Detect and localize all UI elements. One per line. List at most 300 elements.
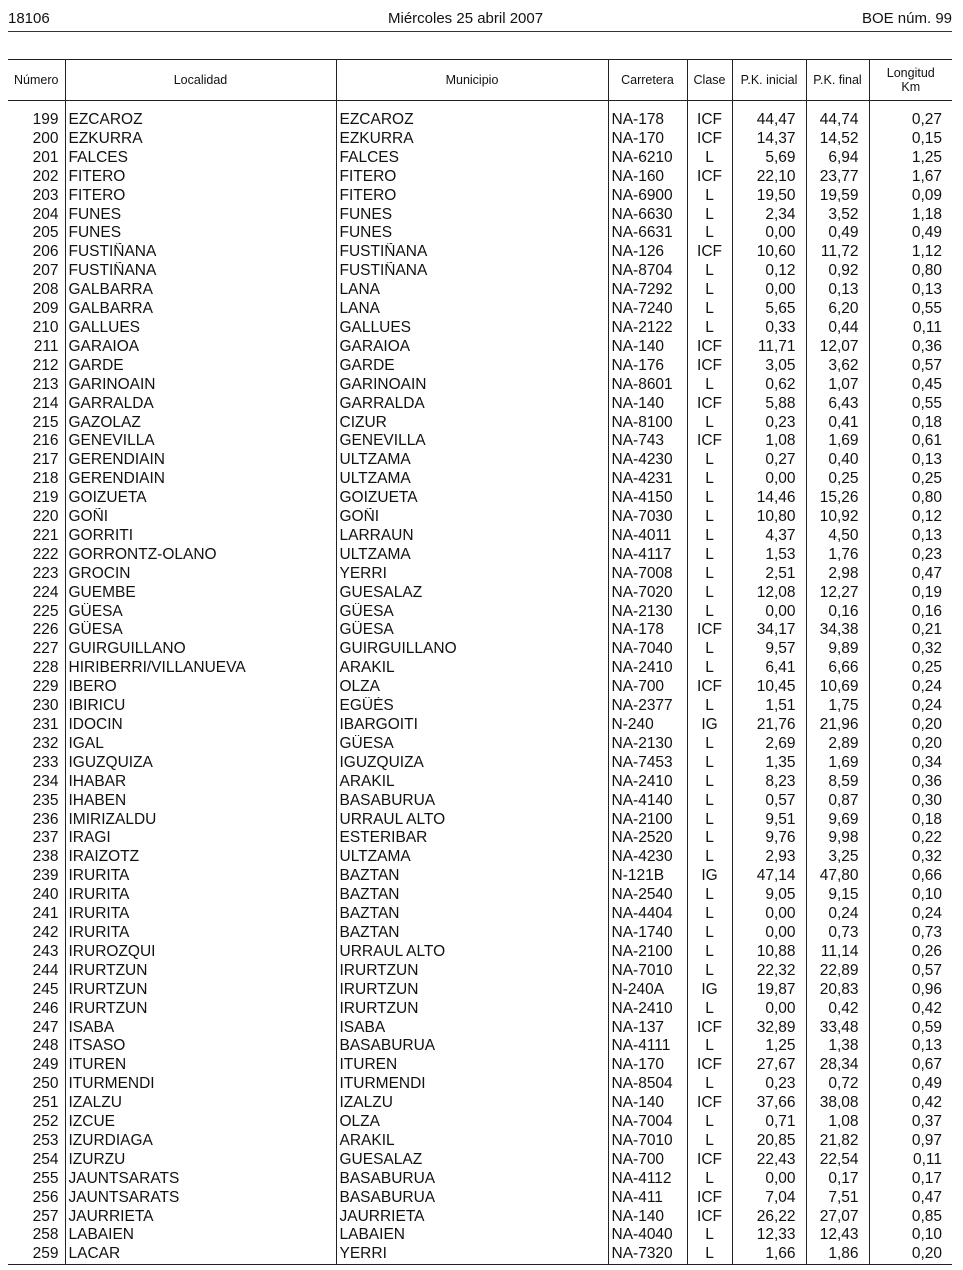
cell-pk-inicial: 2,93 <box>732 848 806 867</box>
table-row <box>8 659 952 678</box>
cell-pk-inicial: 0,00 <box>732 603 806 622</box>
cell-localidad: GOÑI <box>65 508 336 527</box>
cell-municipio: BAZTAN <box>336 886 608 905</box>
cell-pk-final: 0,40 <box>806 451 869 470</box>
cell-carretera: NA-2377 <box>608 697 687 716</box>
cell-clase: L <box>687 508 732 527</box>
table-row <box>8 1019 952 1038</box>
cell-clase: ICF <box>687 111 732 130</box>
cell-numero: 255 <box>32 1169 59 1187</box>
cell-pk-inicial: 10,80 <box>732 508 806 527</box>
cell-longitud: 0,24 <box>869 678 952 697</box>
cell-clase: L <box>687 1245 732 1264</box>
cell-localidad: IRAIZOTZ <box>65 848 336 867</box>
table-header-row <box>8 60 952 101</box>
page-number: 18106 <box>8 10 50 27</box>
cell-clase: L <box>687 376 732 395</box>
cell-carretera: NA-160 <box>608 168 687 187</box>
cell-numero: 249 <box>32 1056 59 1074</box>
cell-longitud: 0,23 <box>869 546 952 565</box>
cell-localidad: IRUROZQUI <box>65 943 336 962</box>
cell-pk-inicial: 1,53 <box>732 546 806 565</box>
cell-pk-inicial: 32,89 <box>732 1019 806 1038</box>
cell-clase: IG <box>687 867 732 886</box>
cell-pk-final: 6,43 <box>806 395 869 414</box>
cell-carretera: NA-4231 <box>608 470 687 489</box>
cell-clase: ICF <box>687 1189 732 1208</box>
cell-clase: L <box>687 414 732 433</box>
cell-longitud: 0,18 <box>869 811 952 830</box>
cell-numero: 210 <box>32 318 59 336</box>
cell-pk-final: 0,49 <box>806 224 869 243</box>
cell-numero: 209 <box>32 300 59 318</box>
cell-clase: L <box>687 811 732 830</box>
cell-longitud: 0,10 <box>869 886 952 905</box>
cell-longitud: 0,66 <box>869 867 952 886</box>
cell-clase: L <box>687 489 732 508</box>
cell-pk-inicial: 1,51 <box>732 697 806 716</box>
cell-pk-final: 1,76 <box>806 546 869 565</box>
cell-municipio: LANA <box>336 281 608 300</box>
cell-carretera: NA-4111 <box>608 1037 687 1056</box>
cell-pk-final: 10,69 <box>806 678 869 697</box>
cell-localidad: FITERO <box>65 168 336 187</box>
cell-localidad: GÜESA <box>65 621 336 640</box>
cell-municipio: BASABURUA <box>336 792 608 811</box>
cell-municipio: GÜESA <box>336 621 608 640</box>
table-row <box>8 1170 952 1189</box>
cell-longitud: 0,42 <box>869 1094 952 1113</box>
cell-localidad: GOIZUETA <box>65 489 336 508</box>
cell-pk-final: 33,48 <box>806 1019 869 1038</box>
table-row <box>8 338 952 357</box>
cell-pk-inicial: 9,51 <box>732 811 806 830</box>
cell-carretera: NA-8601 <box>608 376 687 395</box>
cell-carretera: NA-2130 <box>608 735 687 754</box>
cell-clase: L <box>687 187 732 206</box>
cell-pk-inicial: 37,66 <box>732 1094 806 1113</box>
cell-municipio: LANA <box>336 300 608 319</box>
cell-numero: 227 <box>32 640 59 658</box>
cell-numero: 211 <box>33 337 59 355</box>
cell-pk-inicial: 19,87 <box>732 981 806 1000</box>
table-row <box>8 470 952 489</box>
cell-pk-inicial: 1,35 <box>732 754 806 773</box>
cell-longitud: 0,13 <box>869 527 952 546</box>
cell-localidad: GALLUES <box>65 319 336 338</box>
cell-municipio: ESTERIBAR <box>336 829 608 848</box>
cell-pk-inicial: 21,76 <box>732 716 806 735</box>
table-row <box>8 319 952 338</box>
cell-clase: ICF <box>687 338 732 357</box>
cell-carretera: NA-2100 <box>608 811 687 830</box>
cell-pk-inicial: 1,66 <box>732 1245 806 1264</box>
cell-municipio: ARAKIL <box>336 1132 608 1151</box>
cell-localidad: HIRIBERRI/VILLANUEVA <box>65 659 336 678</box>
cell-carretera: NA-7020 <box>608 584 687 603</box>
cell-numero: 204 <box>32 205 59 223</box>
table-row <box>8 206 952 225</box>
cell-clase: ICF <box>687 1208 732 1227</box>
cell-localidad: IBIRICU <box>65 697 336 716</box>
cell-localidad: IRURITA <box>65 924 336 943</box>
cell-clase: ICF <box>687 130 732 149</box>
cell-longitud: 0,13 <box>869 1037 952 1056</box>
cell-numero: 231 <box>32 716 59 733</box>
cell-carretera: NA-7240 <box>608 300 687 319</box>
cell-municipio: OLZA <box>336 1113 608 1132</box>
cell-clase: L <box>687 792 732 811</box>
cell-numero: 223 <box>32 564 59 582</box>
cell-pk-inicial: 26,22 <box>732 1208 806 1227</box>
col-header-pk-final: P.K. final <box>806 60 869 101</box>
table-row <box>8 508 952 527</box>
cell-municipio: LARRAUN <box>336 527 608 546</box>
table-row <box>8 489 952 508</box>
table-row <box>8 735 952 754</box>
cell-municipio: GÜESA <box>336 603 608 622</box>
cell-pk-final: 9,89 <box>806 640 869 659</box>
cell-numero: 224 <box>32 583 59 601</box>
table-row <box>8 1075 952 1094</box>
cell-localidad: IZURDIAGA <box>65 1132 336 1151</box>
cell-localidad: FUSTIÑANA <box>65 243 336 262</box>
cell-numero: 254 <box>32 1150 59 1168</box>
table-row <box>8 1000 952 1019</box>
cell-longitud: 0,55 <box>869 395 952 414</box>
cell-pk-inicial: 0,00 <box>732 1170 806 1189</box>
cell-longitud: 0,73 <box>869 924 952 943</box>
cell-longitud: 0,47 <box>869 565 952 584</box>
cell-pk-final: 6,66 <box>806 659 869 678</box>
cell-carretera: NA-170 <box>608 130 687 149</box>
cell-municipio: ITUREN <box>336 1056 608 1075</box>
cell-localidad: GALBARRA <box>65 281 336 300</box>
cell-numero: 221 <box>32 526 59 544</box>
cell-pk-inicial: 5,69 <box>732 149 806 168</box>
table-row <box>8 603 952 622</box>
cell-pk-inicial: 4,37 <box>732 527 806 546</box>
cell-clase: L <box>687 1132 732 1151</box>
table-row <box>8 773 952 792</box>
cell-numero: 257 <box>32 1207 59 1225</box>
cell-municipio: ULTZAMA <box>336 470 608 489</box>
cell-longitud: 0,13 <box>869 451 952 470</box>
cell-longitud: 0,26 <box>869 943 952 962</box>
cell-municipio: URRAUL ALTO <box>336 943 608 962</box>
cell-pk-final: 4,50 <box>806 527 869 546</box>
cell-municipio: FUSTIÑANA <box>336 262 608 281</box>
cell-clase: L <box>687 1113 732 1132</box>
cell-municipio: FUNES <box>336 206 608 225</box>
cell-municipio: GENEVILLA <box>336 432 608 451</box>
cell-numero: 217 <box>32 451 59 469</box>
cell-localidad: GARRALDA <box>65 395 336 414</box>
cell-clase: ICF <box>687 1019 732 1038</box>
cell-municipio: GÜESA <box>336 735 608 754</box>
cell-pk-final: 0,24 <box>806 905 869 924</box>
cell-pk-inicial: 0,00 <box>732 1000 806 1019</box>
cell-carretera: NA-1740 <box>608 924 687 943</box>
cell-carretera: NA-7320 <box>608 1245 687 1264</box>
cell-numero: 199 <box>32 111 59 128</box>
cell-municipio: ULTZAMA <box>336 848 608 867</box>
cell-longitud: 1,18 <box>869 206 952 225</box>
table-row <box>8 1037 952 1056</box>
cell-longitud: 0,47 <box>869 1189 952 1208</box>
cell-numero: 234 <box>32 772 59 790</box>
cell-pk-final: 1,75 <box>806 697 869 716</box>
cell-carretera: NA-140 <box>608 1094 687 1113</box>
bulletin-number: BOE núm. 99 <box>861 10 952 27</box>
cell-clase: L <box>687 848 732 867</box>
cell-carretera: NA-2410 <box>608 1000 687 1019</box>
cell-pk-inicial: 0,00 <box>732 924 806 943</box>
cell-carretera: NA-178 <box>608 111 687 130</box>
cell-longitud: 0,80 <box>869 262 952 281</box>
cell-clase: IG <box>687 716 732 735</box>
cell-carretera: NA-4040 <box>608 1226 687 1245</box>
cell-numero: 250 <box>32 1075 59 1093</box>
cell-longitud: 0,80 <box>869 489 952 508</box>
cell-pk-inicial: 34,17 <box>732 621 806 640</box>
cell-carretera: NA-4140 <box>608 792 687 811</box>
cell-pk-inicial: 47,14 <box>732 867 806 886</box>
cell-pk-inicial: 22,43 <box>732 1151 806 1170</box>
cell-localidad: LACAR <box>65 1245 336 1264</box>
cell-pk-inicial: 11,71 <box>732 338 806 357</box>
cell-pk-inicial: 5,65 <box>732 300 806 319</box>
cell-clase: ICF <box>687 1094 732 1113</box>
table-row <box>8 981 952 1000</box>
cell-carretera: NA-8704 <box>608 262 687 281</box>
cell-numero: 218 <box>32 470 59 488</box>
cell-pk-final: 9,15 <box>806 886 869 905</box>
table-row <box>8 262 952 281</box>
cell-carretera: NA-7010 <box>608 962 687 981</box>
cell-numero: 212 <box>32 356 59 374</box>
cell-pk-inicial: 7,04 <box>732 1189 806 1208</box>
cell-pk-inicial: 27,67 <box>732 1056 806 1075</box>
cell-pk-final: 3,62 <box>806 357 869 376</box>
cell-clase: L <box>687 886 732 905</box>
cell-pk-final: 20,83 <box>806 981 869 1000</box>
cell-municipio: GOIZUETA <box>336 489 608 508</box>
cell-numero: 236 <box>32 810 59 828</box>
cell-clase: L <box>687 754 732 773</box>
cell-longitud: 0,45 <box>869 376 952 395</box>
cell-clase: L <box>687 1226 732 1245</box>
cell-clase: L <box>687 451 732 470</box>
cell-pk-inicial: 12,33 <box>732 1226 806 1245</box>
cell-localidad: IHABAR <box>65 773 336 792</box>
cell-carretera: NA-7453 <box>608 754 687 773</box>
table-row <box>8 414 952 433</box>
cell-carretera: NA-4230 <box>608 848 687 867</box>
cell-localidad: GERENDIAIN <box>65 470 336 489</box>
table-row <box>8 1189 952 1208</box>
cell-numero: 242 <box>32 923 59 941</box>
cell-localidad: JAURRIETA <box>65 1208 336 1227</box>
table-row <box>8 1208 952 1227</box>
cell-localidad: GARAIOA <box>65 338 336 357</box>
cell-pk-inicial: 9,57 <box>732 640 806 659</box>
cell-longitud: 0,36 <box>869 773 952 792</box>
cell-longitud: 0,55 <box>869 300 952 319</box>
cell-clase: ICF <box>687 678 732 697</box>
cell-numero: 243 <box>32 942 59 960</box>
table-row <box>8 300 952 319</box>
cell-localidad: GERENDIAIN <box>65 451 336 470</box>
table-row <box>8 1226 952 1245</box>
col-header-municipio: Municipio <box>336 60 608 101</box>
cell-localidad: JAUNTSARATS <box>65 1170 336 1189</box>
cell-localidad: GAZOLAZ <box>65 414 336 433</box>
cell-pk-final: 0,25 <box>806 470 869 489</box>
cell-pk-final: 0,17 <box>806 1170 869 1189</box>
cell-clase: L <box>687 1000 732 1019</box>
cell-carretera: NA-2100 <box>608 943 687 962</box>
cell-longitud: 0,17 <box>869 1170 952 1189</box>
cell-localidad: IHABEN <box>65 792 336 811</box>
cell-numero: 206 <box>32 243 59 261</box>
cell-pk-inicial: 10,45 <box>732 678 806 697</box>
cell-pk-final: 1,86 <box>806 1245 869 1264</box>
cell-carretera: NA-170 <box>608 1056 687 1075</box>
cell-longitud: 0,36 <box>869 338 952 357</box>
cell-numero: 251 <box>32 1094 59 1112</box>
cell-pk-final: 2,98 <box>806 565 869 584</box>
cell-longitud: 1,12 <box>869 243 952 262</box>
table-row <box>8 1245 952 1264</box>
cell-pk-final: 0,44 <box>806 319 869 338</box>
cell-pk-inicial: 9,76 <box>732 829 806 848</box>
cell-pk-final: 1,08 <box>806 1113 869 1132</box>
cell-pk-inicial: 14,46 <box>732 489 806 508</box>
cell-localidad: GENEVILLA <box>65 432 336 451</box>
cell-longitud: 0,59 <box>869 1019 952 1038</box>
cell-municipio: BAZTAN <box>336 924 608 943</box>
cell-municipio: JAURRIETA <box>336 1208 608 1227</box>
cell-clase: L <box>687 1170 732 1189</box>
cell-longitud: 0,20 <box>869 716 952 735</box>
cell-pk-inicial: 3,05 <box>732 357 806 376</box>
cell-pk-inicial: 20,85 <box>732 1132 806 1151</box>
cell-localidad: FUNES <box>65 206 336 225</box>
col-header-localidad: Localidad <box>65 60 336 101</box>
cell-numero: 225 <box>32 602 59 620</box>
cell-localidad: IMIRIZALDU <box>65 811 336 830</box>
cell-localidad: GROCIN <box>65 565 336 584</box>
cell-municipio: GOÑI <box>336 508 608 527</box>
cell-longitud: 0,11 <box>869 1151 952 1170</box>
cell-clase: L <box>687 470 732 489</box>
cell-pk-final: 0,42 <box>806 1000 869 1019</box>
table-row <box>8 905 952 924</box>
cell-localidad: IRURTZUN <box>65 1000 336 1019</box>
table-body <box>8 101 952 1265</box>
cell-localidad: FUSTIÑANA <box>65 262 336 281</box>
table-row <box>8 716 952 735</box>
col-header-pk-inicial: P.K. inicial <box>732 60 806 101</box>
cell-pk-inicial: 5,88 <box>732 395 806 414</box>
table-row <box>8 924 952 943</box>
cell-longitud: 0,96 <box>869 981 952 1000</box>
cell-pk-final: 27,07 <box>806 1208 869 1227</box>
cell-pk-final: 22,54 <box>806 1151 869 1170</box>
cell-localidad: ITURMENDI <box>65 1075 336 1094</box>
cell-municipio: FUNES <box>336 224 608 243</box>
cell-longitud: 0,10 <box>869 1226 952 1245</box>
cell-localidad: IBERO <box>65 678 336 697</box>
cell-pk-inicial: 0,00 <box>732 224 806 243</box>
cell-localidad: GARINOAIN <box>65 376 336 395</box>
cell-localidad: IGAL <box>65 735 336 754</box>
cell-localidad: JAUNTSARATS <box>65 1189 336 1208</box>
cell-clase: L <box>687 149 732 168</box>
cell-municipio: EZKURRA <box>336 130 608 149</box>
cell-carretera: NA-4011 <box>608 527 687 546</box>
cell-clase: L <box>687 584 732 603</box>
cell-carretera: N-121B <box>608 867 687 886</box>
cell-municipio: LABAIEN <box>336 1226 608 1245</box>
cell-numero: 247 <box>32 1018 59 1036</box>
table-row <box>8 451 952 470</box>
cell-municipio: URRAUL ALTO <box>336 811 608 830</box>
cell-numero: 237 <box>32 829 59 847</box>
cell-longitud: 0,49 <box>869 224 952 243</box>
cell-carretera: NA-6210 <box>608 149 687 168</box>
cell-pk-final: 0,92 <box>806 262 869 281</box>
cell-longitud: 0,34 <box>869 754 952 773</box>
cell-localidad: IRURITA <box>65 905 336 924</box>
cell-carretera: NA-8504 <box>608 1075 687 1094</box>
cell-clase: ICF <box>687 1056 732 1075</box>
cell-clase: L <box>687 1037 732 1056</box>
cell-carretera: NA-2410 <box>608 659 687 678</box>
cell-pk-final: 3,52 <box>806 206 869 225</box>
table-row <box>8 811 952 830</box>
cell-localidad: FUNES <box>65 224 336 243</box>
cell-localidad: GALBARRA <box>65 300 336 319</box>
cell-numero: 240 <box>32 886 59 904</box>
col-header-longitud: Longitud Km <box>869 60 952 101</box>
cell-municipio: GARINOAIN <box>336 376 608 395</box>
cell-carretera: N-240A <box>608 981 687 1000</box>
cell-numero: 228 <box>32 659 59 677</box>
cell-pk-final: 0,41 <box>806 414 869 433</box>
cell-carretera: NA-2540 <box>608 886 687 905</box>
table-row <box>8 792 952 811</box>
table-row <box>8 224 952 243</box>
cell-localidad: EZCAROZ <box>65 111 336 130</box>
cell-localidad: IRURITA <box>65 867 336 886</box>
cell-pk-inicial: 8,23 <box>732 773 806 792</box>
table-row <box>8 1132 952 1151</box>
table-row <box>8 1094 952 1113</box>
cell-longitud: 0,85 <box>869 1208 952 1227</box>
col-header-numero: Número <box>8 60 65 101</box>
col-header-clase: Clase <box>687 60 732 101</box>
table-row <box>8 565 952 584</box>
cell-localidad: ITUREN <box>65 1056 336 1075</box>
cell-carretera: NA-140 <box>608 395 687 414</box>
cell-carretera: NA-700 <box>608 1151 687 1170</box>
cell-longitud: 0,97 <box>869 1132 952 1151</box>
table-row <box>8 848 952 867</box>
cell-clase: L <box>687 697 732 716</box>
cell-clase: L <box>687 659 732 678</box>
